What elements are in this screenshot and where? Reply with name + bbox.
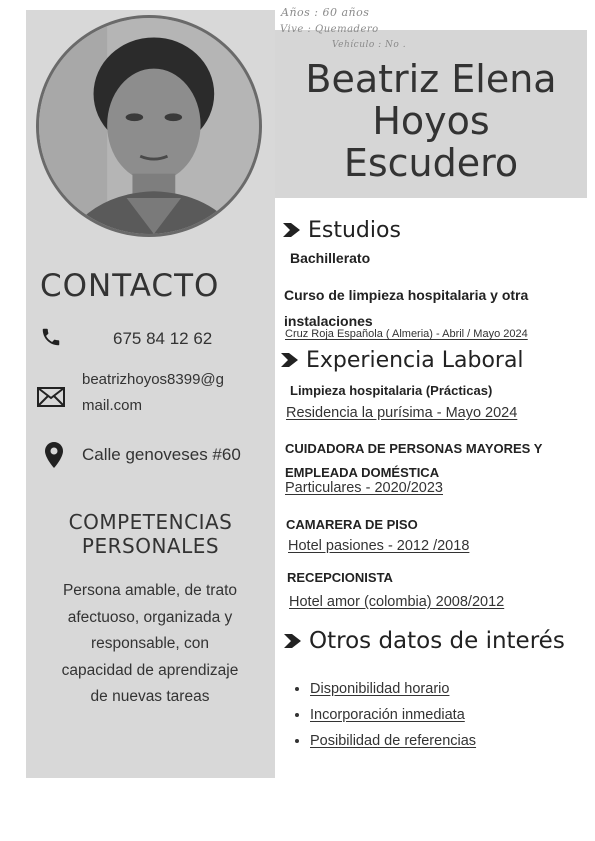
name-line-1: Beatriz Elena bbox=[305, 57, 557, 101]
phone-icon bbox=[40, 326, 62, 353]
phone-number: 675 84 12 62 bbox=[113, 329, 213, 348]
competencies-line: de nuevas tareas bbox=[90, 688, 210, 705]
studies-heading-text: Estudios bbox=[308, 218, 401, 243]
job-1-title: Limpieza hospitalaria (Prácticas) bbox=[290, 383, 493, 398]
email-address bbox=[82, 367, 224, 419]
studies-item-2-line-2: instalaciones bbox=[284, 313, 373, 329]
competencies-line: Persona amable, de trato bbox=[62, 582, 238, 599]
profile-photo-image bbox=[39, 18, 259, 234]
job-3-detail: Hotel pasiones - 2012 /2018 bbox=[288, 538, 470, 554]
handwritten-note-vehicle: Vehículo : No . bbox=[332, 40, 407, 50]
experience-heading-text: Experiencia Laboral bbox=[306, 348, 524, 373]
other-heading-text: Otros datos de interés bbox=[309, 628, 565, 654]
competencies-title-line-2: PERSONALES bbox=[81, 534, 220, 558]
competencies-description bbox=[40, 578, 260, 711]
list-item: • Posibilidad de referencias bbox=[310, 728, 476, 754]
competencies-line: afectuoso, organizada y bbox=[67, 608, 233, 626]
handwritten-note-age: Años : 60 años bbox=[281, 6, 370, 19]
name-line-3: Escudero bbox=[343, 141, 519, 185]
competencies-line: capacidad de aprendizaje bbox=[61, 661, 239, 679]
chevron-arrow-icon bbox=[281, 348, 298, 373]
job-4-detail: Hotel amor (colombia) 2008/2012 bbox=[289, 594, 505, 610]
studies-item-1: Bachillerato bbox=[290, 250, 371, 266]
chevron-arrow-icon bbox=[283, 218, 300, 243]
competencies-title bbox=[26, 510, 275, 558]
address: Calle genoveses #60 bbox=[82, 445, 241, 464]
studies-item-2-detail: Cruz Roja Española ( Almeria) - Abril / Mayo 2024 bbox=[285, 328, 528, 340]
studies-item-2-line-1: Curso de limpieza hospitalaria y otra bbox=[284, 287, 529, 303]
job-2-title-line-2: EMPLEADA DOMÉSTICA bbox=[285, 465, 440, 480]
profile-photo bbox=[36, 15, 262, 237]
studies-heading bbox=[283, 218, 401, 243]
candidate-name bbox=[275, 58, 587, 184]
chevron-arrow-icon bbox=[284, 628, 301, 654]
job-3-title: CAMARERA DE PISO bbox=[286, 517, 418, 532]
envelope-icon bbox=[37, 387, 65, 412]
email-line-2: mail.com bbox=[82, 397, 143, 414]
experience-heading bbox=[281, 348, 524, 373]
other-heading bbox=[284, 628, 565, 654]
job-4-title: RECEPCIONISTA bbox=[287, 570, 393, 585]
job-2-title-line-1: CUIDADORA DE PERSONAS MAYORES Y bbox=[285, 441, 543, 456]
map-pin-icon bbox=[44, 441, 64, 474]
email-line-1: beatrizhoyos8399@g bbox=[82, 371, 224, 388]
job-2-detail: Particulares - 2020/2023 bbox=[285, 480, 443, 496]
competencies-title-line-1: COMPETENCIAS bbox=[68, 510, 233, 534]
job-2-title bbox=[285, 437, 542, 485]
competencies-line: responsable, con bbox=[90, 635, 210, 652]
other-list bbox=[296, 676, 476, 754]
job-1-detail: Residencia la purísima - Mayo 2024 bbox=[286, 405, 518, 421]
studies-item-2 bbox=[284, 282, 528, 334]
handwritten-note-residence: Vive : Quemadero bbox=[280, 24, 379, 35]
list-item: • Incorporación inmediata bbox=[310, 702, 476, 728]
name-line-2: Hoyos bbox=[372, 99, 490, 143]
contact-title: CONTACTO bbox=[40, 268, 220, 304]
list-item: • Disponibilidad horario bbox=[310, 676, 476, 702]
